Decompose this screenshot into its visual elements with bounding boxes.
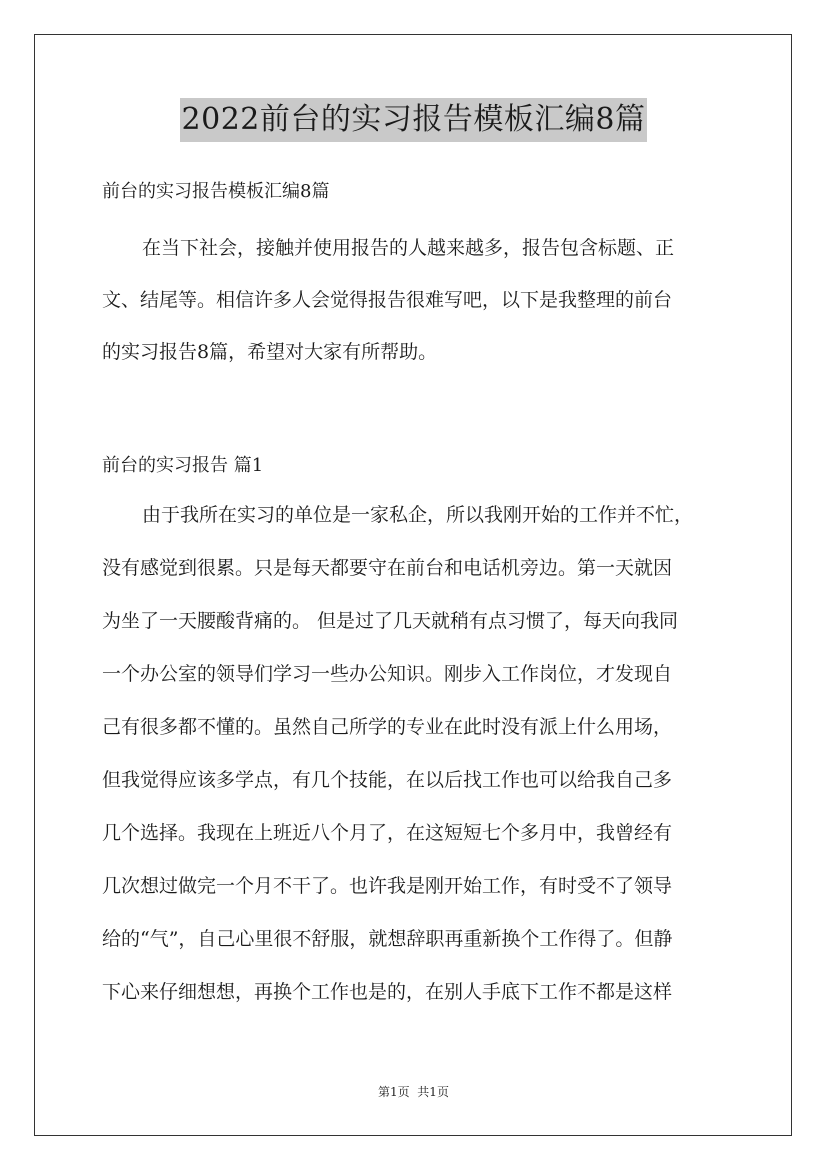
section-heading: 前台的实习报告 篇1 [102, 455, 264, 476]
document-subtitle: 前台的实习报告模板汇编8篇 [102, 181, 330, 202]
page-number: 第1页 共1页 [378, 1085, 449, 1099]
title-container [0, 98, 827, 142]
paragraph-line: 由于我所在实习的单位是一家私企，所以我刚开始的工作并不忙， [142, 504, 694, 526]
paragraph-line: 给的“气”，自己心里很不舒服，就想辞职再重新换个工作得了。但静 [102, 928, 673, 950]
paragraph-line: 但我觉得应该多学点，有几个技能，在以后找工作也可以给我自己多 [102, 769, 673, 791]
document-title: 2022前台的实习报告模板汇编8篇 [180, 98, 648, 142]
page-footer [0, 1083, 827, 1100]
intro-line: 的实习报告8篇，希望对大家有所帮助。 [102, 341, 438, 363]
paragraph-line: 几次想过做完一个月不干了。也许我是刚开始工作，有时受不了领导 [102, 875, 673, 897]
intro-paragraph [102, 233, 726, 389]
intro-line: 在当下社会，接触并使用报告的人越来越多，报告包含标题、正 [142, 237, 675, 259]
intro-line: 文、结尾等。相信许多人会觉得报告很难写吧，以下是我整理的前台 [102, 289, 673, 311]
section-paragraph [102, 500, 726, 1030]
paragraph-line: 为坐了一天腰酸背痛的。 但是过了几天就稍有点习惯了，每天向我同 [102, 610, 679, 632]
paragraph-line: 没有感觉到很累。只是每天都要守在前台和电话机旁边。第一天就因 [102, 557, 673, 579]
paragraph-line: 下心来仔细想想，再换个工作也是的，在别人手底下工作不都是这样 [102, 981, 673, 1003]
paragraph-line: 己有很多都不懂的。虽然自己所学的专业在此时没有派上什么用场， [102, 716, 673, 738]
paragraph-line: 一个办公室的领导们学习一些办公知识。刚步入工作岗位，才发现自 [102, 663, 673, 685]
paragraph-line: 几个选择。我现在上班近八个月了，在这短短七个多月中，我曾经有 [102, 822, 673, 844]
